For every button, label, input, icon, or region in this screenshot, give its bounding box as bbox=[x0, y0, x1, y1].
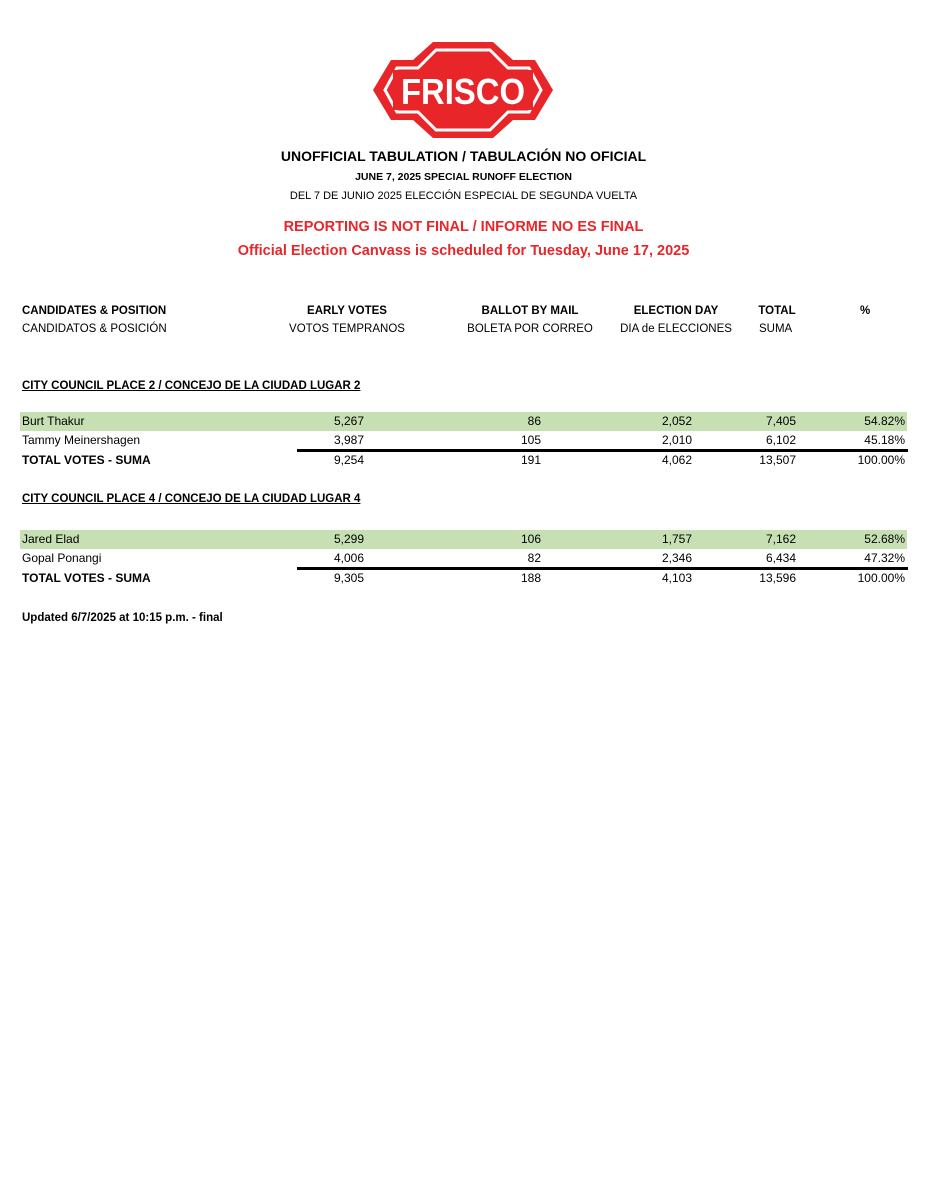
early-votes: 9,254 bbox=[333, 453, 364, 467]
col-header-mail-es: BOLETA POR CORREO bbox=[467, 323, 593, 335]
col-header-mail: BALLOT BY MAIL bbox=[481, 305, 579, 317]
updated-note: Updated 6/7/2025 at 10:15 p.m. - final bbox=[22, 612, 223, 624]
table-row bbox=[20, 431, 907, 450]
early-votes: 4,006 bbox=[333, 551, 364, 565]
total-label: TOTAL VOTES - SUMA bbox=[22, 571, 151, 585]
frisco-logo bbox=[373, 42, 553, 138]
eday-votes: 2,346 bbox=[661, 551, 692, 565]
election-subtitle: JUNE 7, 2025 SPECIAL RUNOFF ELECTION bbox=[355, 171, 572, 183]
col-header-early: EARLY VOTES bbox=[307, 305, 387, 317]
vote-percent: 52.68% bbox=[864, 532, 905, 546]
candidate-name: Burt Thakur bbox=[22, 414, 85, 428]
col-header-eday: ELECTION DAY bbox=[633, 305, 719, 317]
col-header-early-es: VOTOS TEMPRANOS bbox=[289, 323, 405, 335]
early-votes: 5,299 bbox=[333, 532, 364, 546]
table-row bbox=[20, 412, 907, 431]
vote-percent: 100.00% bbox=[857, 453, 905, 467]
race-title-place-4: CITY COUNCIL PLACE 4 / CONCEJO DE LA CIUDAD LUGAR 4 bbox=[22, 493, 361, 505]
page-title: UNOFFICIAL TABULATION / TABULACIÓN NO OFICIAL bbox=[280, 148, 647, 164]
candidate-name: Gopal Ponangi bbox=[22, 551, 102, 565]
candidate-name: Tammy Meinershagen bbox=[22, 433, 141, 447]
mail-votes: 82 bbox=[527, 551, 541, 565]
mail-votes: 86 bbox=[527, 414, 541, 428]
table-row bbox=[20, 530, 907, 549]
col-header-eday-es: DIA de ELECCIONES bbox=[620, 323, 732, 335]
col-header-candidates-es: CANDIDATOS & POSICIÓN bbox=[22, 323, 167, 335]
vote-percent: 54.82% bbox=[864, 414, 905, 428]
election-subtitle-es: DEL 7 DE JUNIO 2025 ELECCIÓN ESPECIAL DE SEGUNDA VUELTA bbox=[289, 190, 638, 202]
early-votes: 9,305 bbox=[333, 571, 364, 585]
candidate-name: Jared Elad bbox=[22, 532, 80, 546]
logo-text: FRISCO bbox=[401, 71, 525, 112]
table-row-total bbox=[20, 569, 907, 588]
total-label: TOTAL VOTES - SUMA bbox=[22, 453, 151, 467]
early-votes: 5,267 bbox=[333, 414, 364, 428]
table-row bbox=[20, 549, 907, 568]
total-votes: 6,102 bbox=[765, 433, 796, 447]
mail-votes: 105 bbox=[520, 433, 541, 447]
col-header-pct: % bbox=[860, 305, 871, 317]
col-header-total: TOTAL bbox=[758, 305, 796, 317]
mail-votes: 188 bbox=[520, 571, 541, 585]
table-row-total bbox=[20, 451, 907, 470]
not-final-notice: REPORTING IS NOT FINAL / INFORME NO ES FINAL bbox=[283, 219, 644, 235]
eday-votes: 2,052 bbox=[661, 414, 692, 428]
total-votes: 6,434 bbox=[765, 551, 796, 565]
vote-percent: 100.00% bbox=[857, 571, 905, 585]
col-header-total-es: SUMA bbox=[759, 323, 793, 335]
canvass-notice: Official Election Canvass is scheduled for Tuesday, June 17, 2025 bbox=[237, 243, 690, 259]
mail-votes: 191 bbox=[520, 453, 541, 467]
eday-votes: 1,757 bbox=[661, 532, 692, 546]
eday-votes: 4,062 bbox=[661, 453, 692, 467]
col-header-candidates: CANDIDATES & POSITION bbox=[22, 305, 167, 317]
vote-percent: 47.32% bbox=[864, 551, 905, 565]
early-votes: 3,987 bbox=[333, 433, 364, 447]
total-votes: 13,596 bbox=[759, 571, 796, 585]
total-votes: 7,162 bbox=[765, 532, 796, 546]
race-title-place-2: CITY COUNCIL PLACE 2 / CONCEJO DE LA CIUDAD LUGAR 2 bbox=[22, 380, 361, 392]
eday-votes: 4,103 bbox=[661, 571, 692, 585]
total-votes: 7,405 bbox=[765, 414, 796, 428]
eday-votes: 2,010 bbox=[661, 433, 692, 447]
vote-percent: 45.18% bbox=[864, 433, 905, 447]
total-votes: 13,507 bbox=[759, 453, 796, 467]
mail-votes: 106 bbox=[520, 532, 541, 546]
